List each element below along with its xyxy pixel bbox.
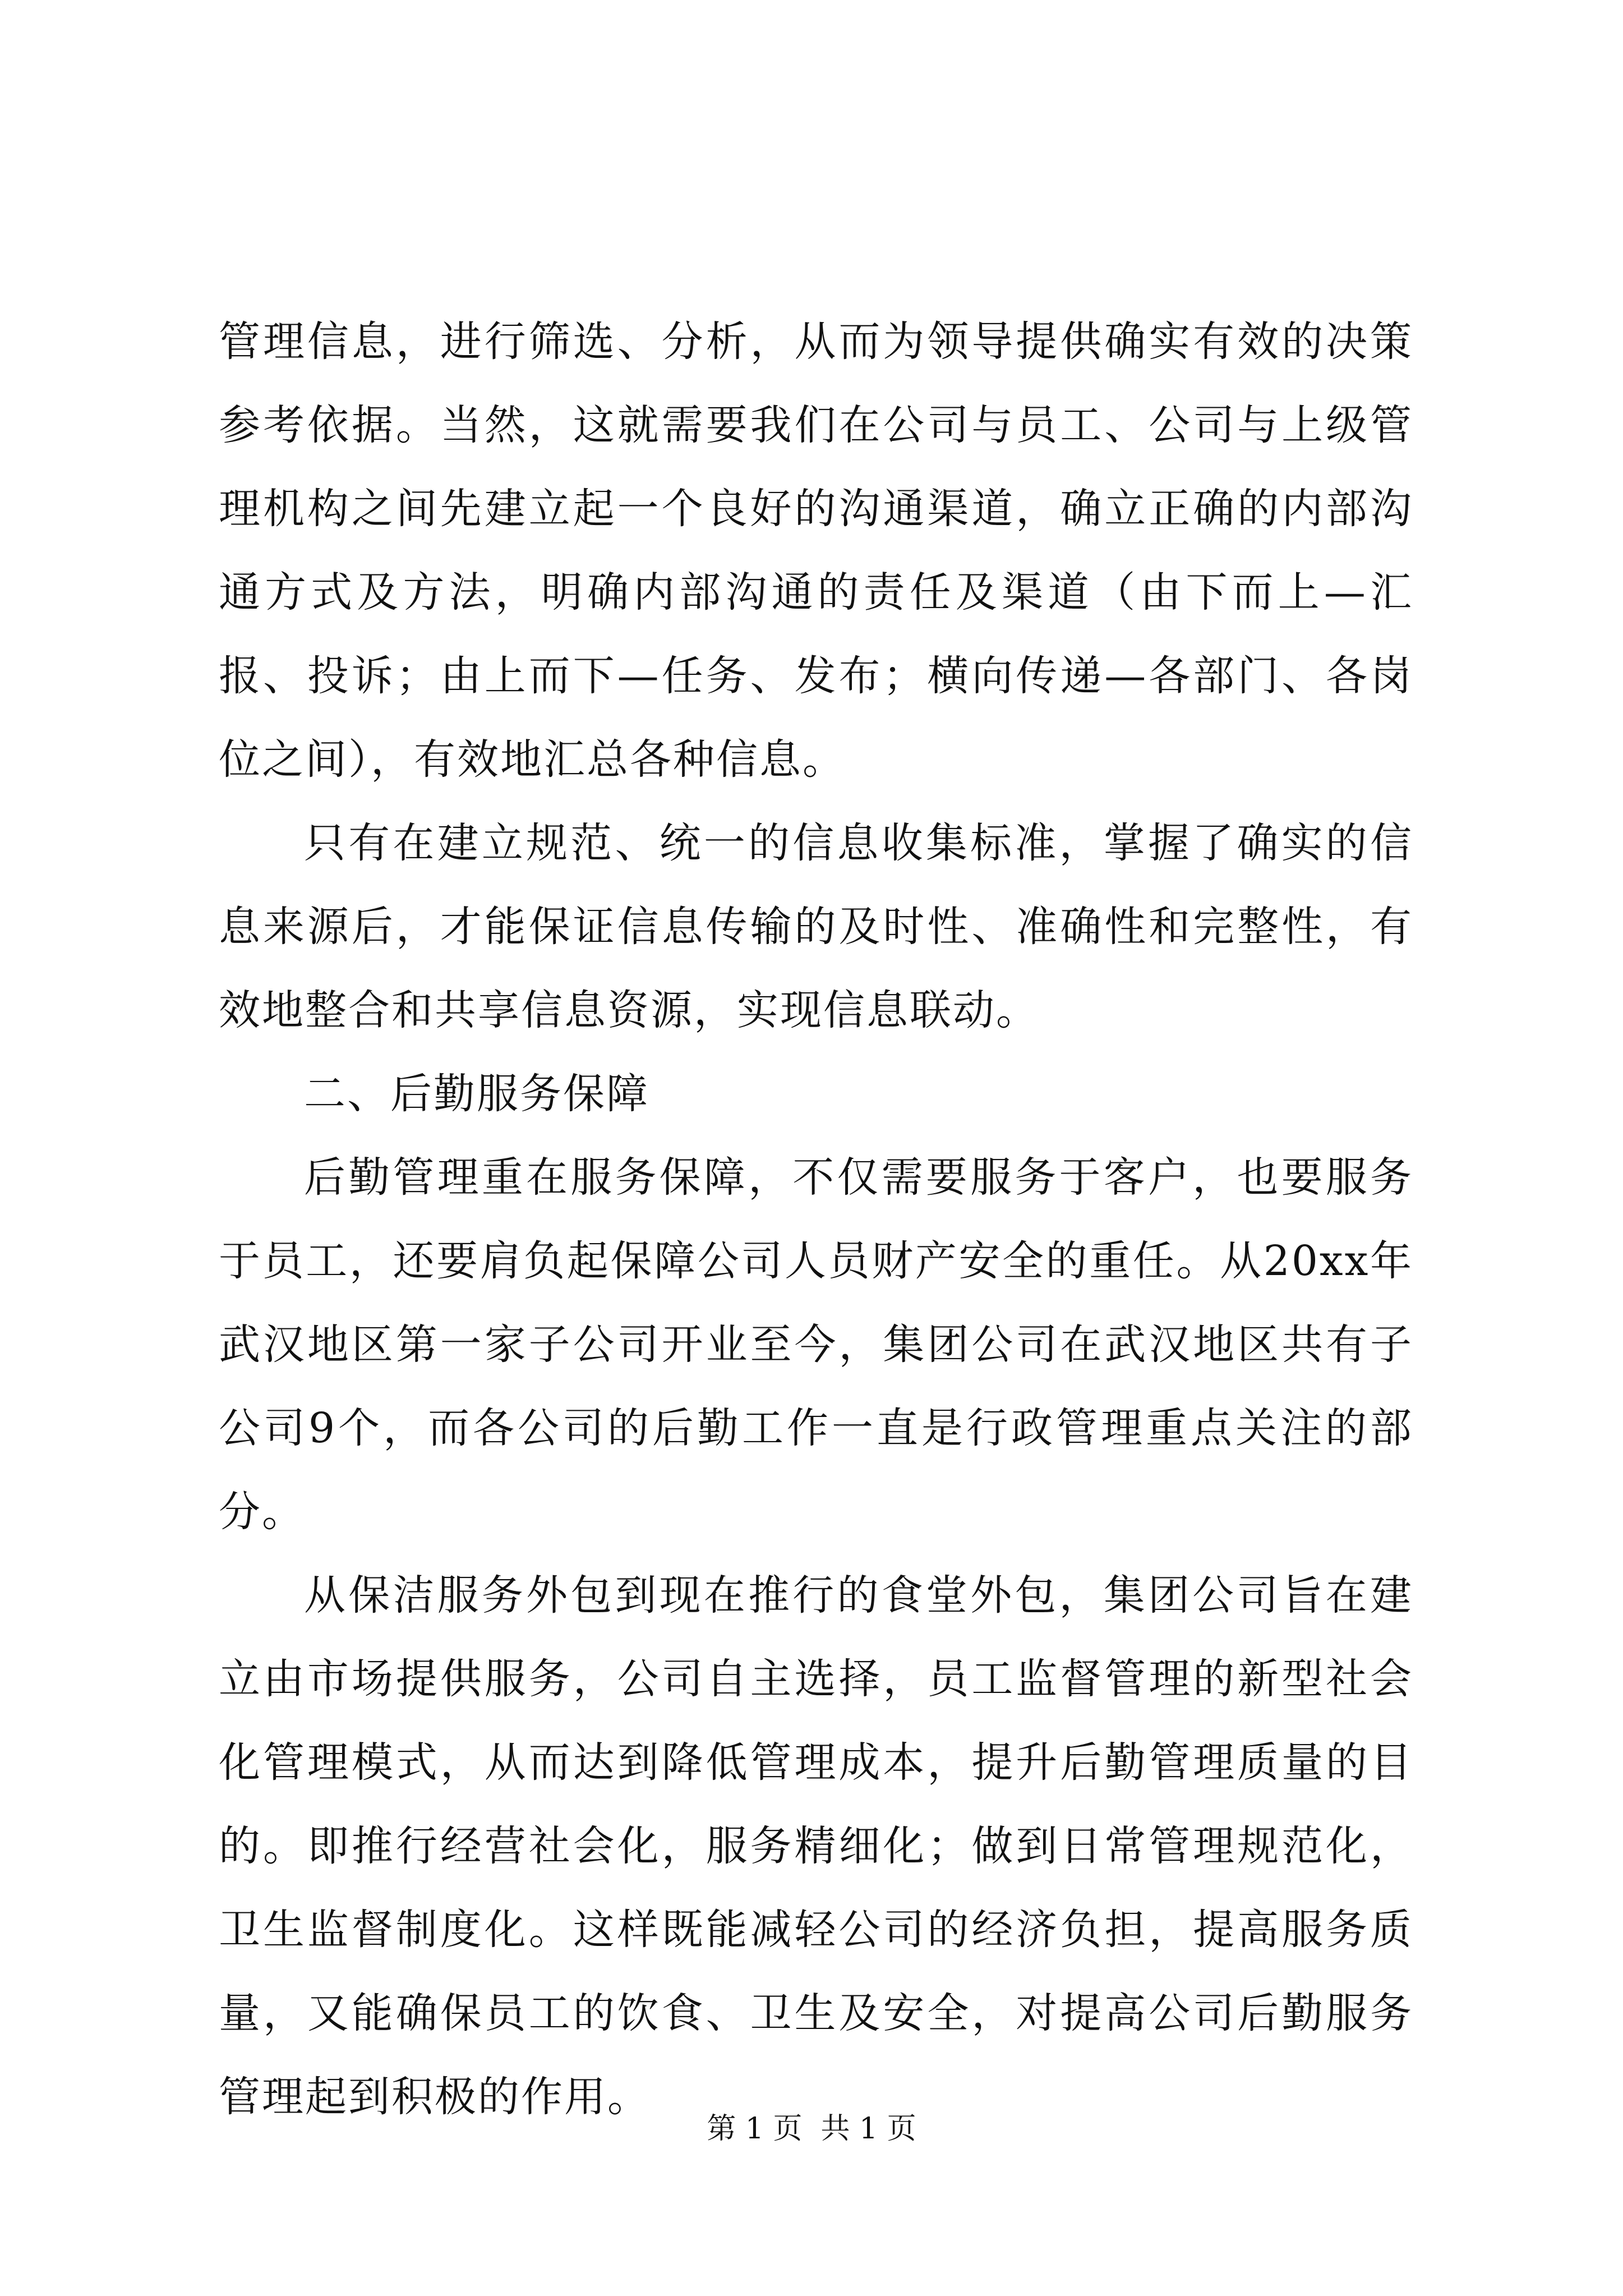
paragraph-continuation: 管理信息，进行筛选、分析，从而为领导提供确实有效的决策参考依据。当然，这就需要我们在公司与员工、公司与上级管理机构之间先建立起一个良好的沟通渠道，确立正确的内部沟通方式及方法，明确内部沟通的责任及渠道（由下而上—汇报、投诉；由上而下—任务、发布；横向传递—各部门、各岗位之间），有效地汇总各种信息。 bbox=[219, 318, 1413, 784]
paragraph-info-standard: 只有在建立规范、统一的信息收集标准，掌握了确实的信息来源后，才能保证信息传输的及时性、准确性和完整性，有效地整合和共享信息资源，实现信息联动。 bbox=[219, 819, 1413, 1034]
document-body bbox=[219, 300, 1413, 2139]
page-footer bbox=[0, 2109, 1623, 2148]
section-heading-logistics: 二、后勤服务保障 bbox=[304, 1070, 649, 1118]
paragraph-outsourcing: 从保洁服务外包到现在推行的食堂外包，集团公司旨在建立由市场提供服务，公司自主选择，员工监督管理的新型社会化管理模式，从而达到降低管理成本，提升后勤管理质量的目的。即推行经营社会化，服务精细化；做到日常管理规范化，卫生监督制度化。这样既能减轻公司的经济负担，提高服务质量，又能确保员工的饮食、卫生及安全，对提高公司后勤服务管理起到积极的作用。 bbox=[219, 1571, 1413, 2121]
page-number-label: 第 1 页 共 1 页 bbox=[707, 2112, 916, 2146]
paragraph-logistics-management: 后勤管理重在服务保障，不仅需要服务于客户，也要服务于员工，还要肩负起保障公司人员财产安全的重任。从20xx年武汉地区第一家子公司开业至今，集团公司在武汉地区共有子公司9个，而各公司的后勤工作一直是行政管理重点关注的部分。 bbox=[219, 1153, 1413, 1536]
